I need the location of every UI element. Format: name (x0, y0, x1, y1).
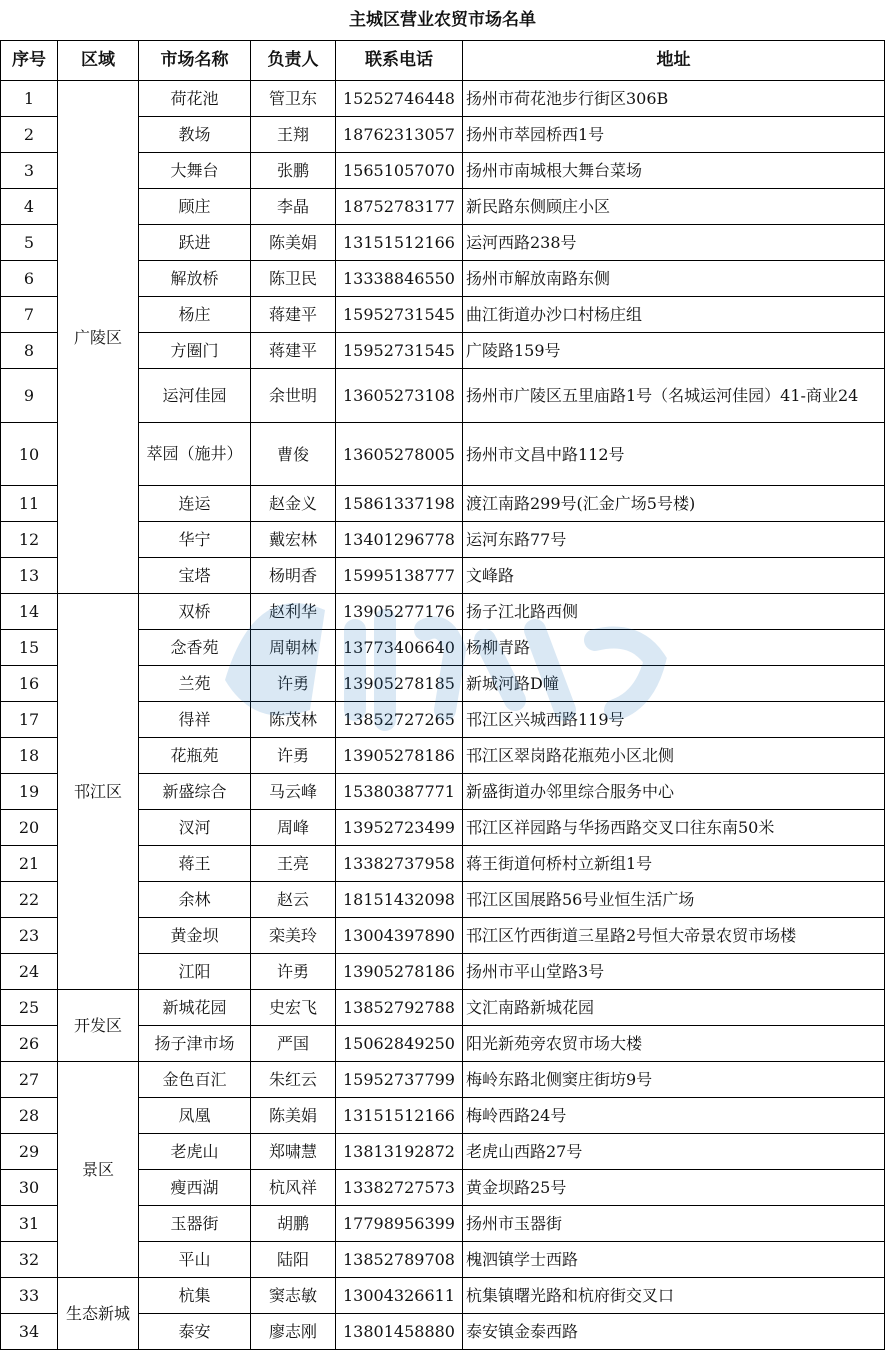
market-name: 宝塔 (139, 558, 251, 594)
row-number: 26 (1, 1026, 58, 1062)
market-name: 泰安 (139, 1314, 251, 1350)
phone-number: 13338846550 (336, 261, 463, 297)
phone-number: 15252746448 (336, 81, 463, 117)
person-name: 朱红云 (251, 1062, 336, 1098)
market-name: 解放桥 (139, 261, 251, 297)
market-name: 跃进 (139, 225, 251, 261)
person-name: 许勇 (251, 738, 336, 774)
row-number: 11 (1, 486, 58, 522)
market-name: 方圈门 (139, 333, 251, 369)
row-number: 10 (1, 423, 58, 486)
address: 扬州市解放南路东侧 (463, 261, 885, 297)
person-name: 周峰 (251, 810, 336, 846)
address: 文汇南路新城花园 (463, 990, 885, 1026)
address: 扬州市文昌中路112号 (463, 423, 885, 486)
market-name: 新城花园 (139, 990, 251, 1026)
market-name: 教场 (139, 117, 251, 153)
header-person: 负责人 (251, 41, 336, 81)
phone-number: 13605278005 (336, 423, 463, 486)
row-number: 23 (1, 918, 58, 954)
phone-number: 13813192872 (336, 1134, 463, 1170)
table-body (1, 81, 885, 1350)
address: 新民路东侧顾庄小区 (463, 189, 885, 225)
phone-number: 13852789708 (336, 1242, 463, 1278)
row-number: 8 (1, 333, 58, 369)
header-no: 序号 (1, 41, 58, 81)
market-name: 顾庄 (139, 189, 251, 225)
header-row (1, 41, 885, 81)
person-name: 周朝林 (251, 630, 336, 666)
table-row (1, 594, 885, 630)
person-name: 蒋建平 (251, 333, 336, 369)
phone-number: 13151512166 (336, 1098, 463, 1134)
phone-number: 15995138777 (336, 558, 463, 594)
address: 蒋王街道何桥村立新组1号 (463, 846, 885, 882)
market-name: 华宁 (139, 522, 251, 558)
person-name: 王亮 (251, 846, 336, 882)
address: 阳光新苑旁农贸市场大楼 (463, 1026, 885, 1062)
market-name: 兰苑 (139, 666, 251, 702)
row-number: 21 (1, 846, 58, 882)
row-number: 19 (1, 774, 58, 810)
row-number: 18 (1, 738, 58, 774)
row-number: 30 (1, 1170, 58, 1206)
market-name: 黄金坝 (139, 918, 251, 954)
person-name: 戴宏林 (251, 522, 336, 558)
region-cell: 广陵区 (58, 81, 139, 594)
market-name: 杭集 (139, 1278, 251, 1314)
row-number: 24 (1, 954, 58, 990)
person-name: 许勇 (251, 666, 336, 702)
person-name: 杭风祥 (251, 1170, 336, 1206)
market-name: 蒋王 (139, 846, 251, 882)
header-address: 地址 (463, 41, 885, 81)
row-number: 16 (1, 666, 58, 702)
address: 运河东路77号 (463, 522, 885, 558)
market-name: 瘦西湖 (139, 1170, 251, 1206)
person-name: 陈美娟 (251, 1098, 336, 1134)
row-number: 7 (1, 297, 58, 333)
phone-number: 15380387771 (336, 774, 463, 810)
phone-number: 13801458880 (336, 1314, 463, 1350)
phone-number: 13905277176 (336, 594, 463, 630)
row-number: 2 (1, 117, 58, 153)
table-row (1, 81, 885, 117)
person-name: 赵金义 (251, 486, 336, 522)
person-name: 陈美娟 (251, 225, 336, 261)
phone-number: 13952723499 (336, 810, 463, 846)
phone-number: 13401296778 (336, 522, 463, 558)
market-name: 荷花池 (139, 81, 251, 117)
address: 文峰路 (463, 558, 885, 594)
row-number: 28 (1, 1098, 58, 1134)
address: 新城河路D幢 (463, 666, 885, 702)
person-name: 杨明香 (251, 558, 336, 594)
person-name: 赵云 (251, 882, 336, 918)
person-name: 史宏飞 (251, 990, 336, 1026)
person-name: 马云峰 (251, 774, 336, 810)
address: 曲江街道办沙口村杨庄组 (463, 297, 885, 333)
address: 新盛街道办邻里综合服务中心 (463, 774, 885, 810)
address: 邗江区翠岗路花瓶苑小区北侧 (463, 738, 885, 774)
region-cell: 生态新城 (58, 1278, 139, 1350)
row-number: 5 (1, 225, 58, 261)
row-number: 1 (1, 81, 58, 117)
phone-number: 15952731545 (336, 297, 463, 333)
phone-number: 13382727573 (336, 1170, 463, 1206)
address: 邗江区竹西街道三星路2号恒大帝景农贸市场楼 (463, 918, 885, 954)
phone-number: 15952737799 (336, 1062, 463, 1098)
region-cell: 邗江区 (58, 594, 139, 990)
address: 邗江区国展路56号业恒生活广场 (463, 882, 885, 918)
phone-number: 13773406640 (336, 630, 463, 666)
address: 黄金坝路25号 (463, 1170, 885, 1206)
address: 槐泗镇学士西路 (463, 1242, 885, 1278)
phone-number: 13004326611 (336, 1278, 463, 1314)
market-name: 扬子津市场 (139, 1026, 251, 1062)
person-name: 张鹏 (251, 153, 336, 189)
address: 扬州市南城根大舞台菜场 (463, 153, 885, 189)
address: 扬州市荷花池步行街区306B (463, 81, 885, 117)
header-phone: 联系电话 (336, 41, 463, 81)
phone-number: 13151512166 (336, 225, 463, 261)
table-row (1, 1062, 885, 1098)
region-cell: 开发区 (58, 990, 139, 1062)
person-name: 胡鹏 (251, 1206, 336, 1242)
phone-number: 13382737958 (336, 846, 463, 882)
row-number: 33 (1, 1278, 58, 1314)
row-number: 20 (1, 810, 58, 846)
address: 扬州市萃园桥西1号 (463, 117, 885, 153)
address: 梅岭西路24号 (463, 1098, 885, 1134)
row-number: 6 (1, 261, 58, 297)
person-name: 曹俊 (251, 423, 336, 486)
row-number: 32 (1, 1242, 58, 1278)
row-number: 31 (1, 1206, 58, 1242)
address: 泰安镇金泰西路 (463, 1314, 885, 1350)
phone-number: 13605273108 (336, 369, 463, 423)
address: 广陵路159号 (463, 333, 885, 369)
address: 杨柳青路 (463, 630, 885, 666)
phone-number: 15651057070 (336, 153, 463, 189)
address: 扬州市广陵区五里庙路1号（名城运河佳园）41-商业24 (463, 369, 885, 423)
person-name: 郑啸慧 (251, 1134, 336, 1170)
row-number: 4 (1, 189, 58, 225)
market-name: 双桥 (139, 594, 251, 630)
market-name: 玉器街 (139, 1206, 251, 1242)
row-number: 29 (1, 1134, 58, 1170)
person-name: 赵利华 (251, 594, 336, 630)
market-name: 余林 (139, 882, 251, 918)
header-region: 区域 (58, 41, 139, 81)
row-number: 22 (1, 882, 58, 918)
address: 老虎山西路27号 (463, 1134, 885, 1170)
row-number: 3 (1, 153, 58, 189)
table-row (1, 1278, 885, 1314)
market-name: 凤凰 (139, 1098, 251, 1134)
row-number: 14 (1, 594, 58, 630)
market-name: 老虎山 (139, 1134, 251, 1170)
table-row (1, 990, 885, 1026)
row-number: 17 (1, 702, 58, 738)
market-name: 念香苑 (139, 630, 251, 666)
row-number: 15 (1, 630, 58, 666)
phone-number: 13852792788 (336, 990, 463, 1026)
row-number: 27 (1, 1062, 58, 1098)
phone-number: 13004397890 (336, 918, 463, 954)
person-name: 栾美玲 (251, 918, 336, 954)
phone-number: 15062849250 (336, 1026, 463, 1062)
market-name: 新盛综合 (139, 774, 251, 810)
market-name: 萃园（施井） (139, 423, 251, 486)
person-name: 管卫东 (251, 81, 336, 117)
market-name: 大舞台 (139, 153, 251, 189)
row-number: 9 (1, 369, 58, 423)
address: 扬州市玉器街 (463, 1206, 885, 1242)
person-name: 王翔 (251, 117, 336, 153)
row-number: 25 (1, 990, 58, 1026)
address: 渡江南路299号(汇金广场5号楼) (463, 486, 885, 522)
person-name: 余世明 (251, 369, 336, 423)
address: 扬州市平山堂路3号 (463, 954, 885, 990)
market-name: 花瓶苑 (139, 738, 251, 774)
person-name: 李晶 (251, 189, 336, 225)
region-cell: 景区 (58, 1062, 139, 1278)
phone-number: 13905278186 (336, 954, 463, 990)
phone-number: 13852727265 (336, 702, 463, 738)
header-market: 市场名称 (139, 41, 251, 81)
market-name: 运河佳园 (139, 369, 251, 423)
person-name: 廖志刚 (251, 1314, 336, 1350)
address: 运河西路238号 (463, 225, 885, 261)
address: 邗江区兴城西路119号 (463, 702, 885, 738)
person-name: 窦志敏 (251, 1278, 336, 1314)
address: 邗江区祥园路与华扬西路交叉口往东南50米 (463, 810, 885, 846)
table-title: 主城区营业农贸市场名单 (1, 0, 885, 41)
address: 梅岭东路北侧窦庄街坊9号 (463, 1062, 885, 1098)
row-number: 12 (1, 522, 58, 558)
market-name: 金色百汇 (139, 1062, 251, 1098)
person-name: 许勇 (251, 954, 336, 990)
person-name: 严国 (251, 1026, 336, 1062)
market-name: 汊河 (139, 810, 251, 846)
address: 扬子江北路西侧 (463, 594, 885, 630)
phone-number: 17798956399 (336, 1206, 463, 1242)
person-name: 陆阳 (251, 1242, 336, 1278)
phone-number: 13905278185 (336, 666, 463, 702)
phone-number: 18752783177 (336, 189, 463, 225)
person-name: 蒋建平 (251, 297, 336, 333)
person-name: 陈茂林 (251, 702, 336, 738)
row-number: 13 (1, 558, 58, 594)
phone-number: 13905278186 (336, 738, 463, 774)
market-name: 得祥 (139, 702, 251, 738)
address: 杭集镇曙光路和杭府街交叉口 (463, 1278, 885, 1314)
market-name: 杨庄 (139, 297, 251, 333)
phone-number: 18151432098 (336, 882, 463, 918)
phone-number: 18762313057 (336, 117, 463, 153)
market-name: 连运 (139, 486, 251, 522)
market-name: 江阳 (139, 954, 251, 990)
person-name: 陈卫民 (251, 261, 336, 297)
market-name: 平山 (139, 1242, 251, 1278)
row-number: 34 (1, 1314, 58, 1350)
phone-number: 15861337198 (336, 486, 463, 522)
phone-number: 15952731545 (336, 333, 463, 369)
